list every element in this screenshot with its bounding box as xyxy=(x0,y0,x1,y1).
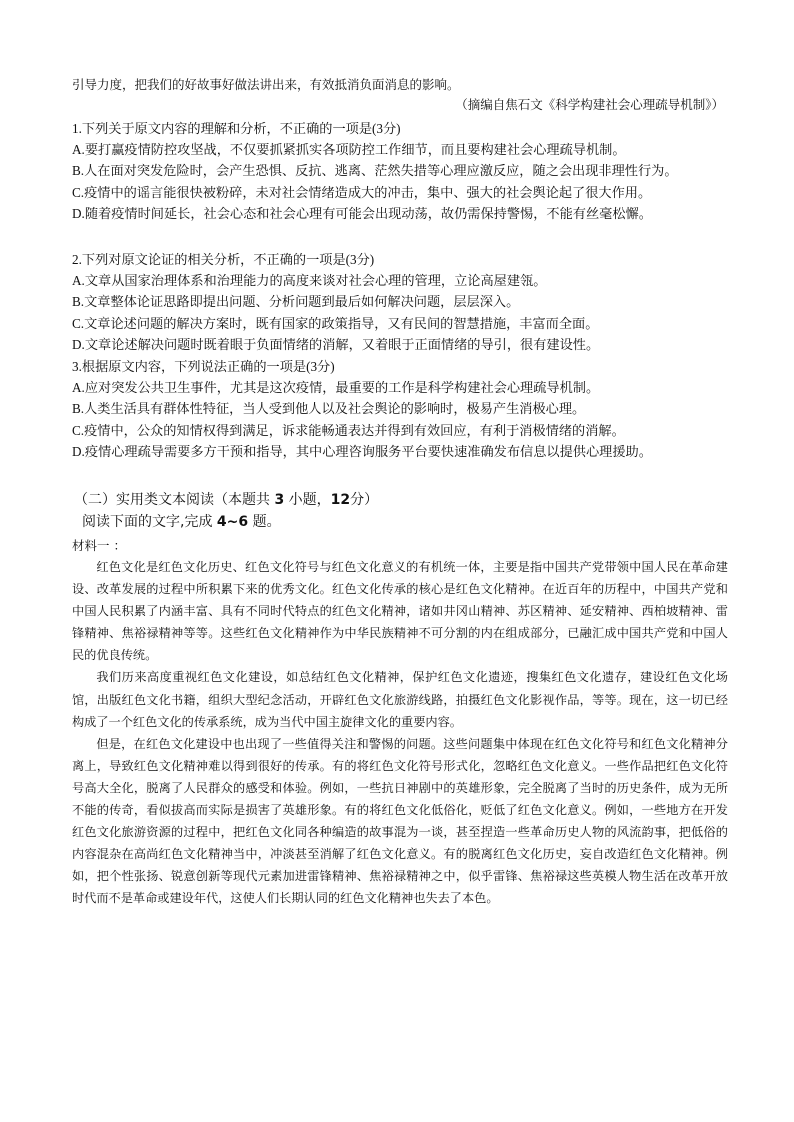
question-1 xyxy=(72,118,732,224)
paragraph: 红色文化是红色文化历史、红色文化符号与红色文化意义的有机统一体，主要是指中国共产党带领中国人民在革命建设、改革发展的过程中所积累下来的优秀文化。红色文化传承的核心是红色文化精神。在近百年的历程中，中国共产党和中国人民积累了内涵丰富、具有不同时代特点的红色文化精神，诸如井冈山精神、苏区精神、延安精神、西柏坡精神、雷锋精神、焦裕禄精神等等。这些红色文化精神作为中华民族精神不可分割的内在组成部分，已融汇成中国共产党和中国人民的优良传统。 xyxy=(72,560,728,663)
paragraph: 我们历来高度重视红色文化建设，如总结红色文化精神，保护红色文化遗迹，搜集红色文化遗存，建设红色文化场馆，出版红色文化书籍，组织大型纪念活动，开辟红色文化旅游线路，拍摄红色文化影视作品，等等。现在，这一切已经构成了一个红色文化的传承系统，成为当代中国主旋律文化的重要内容。 xyxy=(72,670,728,729)
option-b: B.人类生活具有群体性特征，当人受到他人以及社会舆论的影响时，极易产生消极心理。 xyxy=(72,401,586,417)
question-stem: 1.下列关于原文内容的理解和分析，不正确的一项是(3分) xyxy=(72,121,401,136)
section-title: （二）实用类文本阅读（本题共 3 小题，12分） xyxy=(74,492,379,508)
option-d: D.疫情心理疏导需要多方干预和指导，其中心理咨询服务平台要快速准确发布信息以提供心理援助。 xyxy=(72,443,652,459)
option-b: B.文章整体论证思路即提出问题、分析问题到最后如何解决问题，层层深入。 xyxy=(72,294,520,310)
option-c: C.疫情中的谣言能很快被粉碎，未对社会情绪造成大的冲击，集中、强大的社会舆论起了很大作用。 xyxy=(72,184,652,200)
option-a: A.要打赢疫情防控攻坚战，不仅要抓紧抓实各项防控工作细节，而且要构建社会心理疏导机制。 xyxy=(72,142,626,158)
question-stem: 2.下列对原文论证的相关分析，不正确的一项是(3分) xyxy=(72,252,375,267)
option-c: C.疫情中，公众的知情权得到满足，诉求能畅通表达并得到有效回应，有利于消极情绪的消解。 xyxy=(72,422,625,438)
option-b: B.人在面对突发危险时，会产生恐惧、反抗、逃离、茫然失措等心理应激反应，随之会出现非理性行为。 xyxy=(72,163,678,179)
previous-passage-ending: 引导力度，把我们的好故事好做法讲出来，有效抵消负面消息的影响。 xyxy=(72,77,460,92)
option-a: A.文章从国家治理体系和治理能力的高度来谈对社会心理的管理，立论高屋建瓴。 xyxy=(72,273,547,289)
option-c: C.文章论述问题的解决方案时，既有国家的政策指导，又有民间的智慧措施，丰富而全面。 xyxy=(72,315,599,331)
question-stem: 3.根据原文内容，下列说法正确的一项是(3分) xyxy=(72,359,335,374)
material-one-text xyxy=(72,556,728,910)
passage-source: （摘编自焦石文《科学构建社会心理疏导机制》） xyxy=(455,97,724,112)
section-instruction: 阅读下面的文字,完成 4~6 题。 xyxy=(82,514,281,530)
option-d: D.随着疫情时间延长，社会心态和社会心理有可能会出现动荡，故仍需保持警惕，不能有丝毫松懈。 xyxy=(72,205,652,221)
option-d: D.文章论述解决问题时既着眼于负面情绪的消解，又着眼于正面情绪的导引，很有建设性。 xyxy=(72,336,600,352)
paragraph: 但是，在红色文化建设中也出现了一些值得关注和警惕的问题。这些问题集中体现在红色文化符号和红色文化精神分离上，导致红色文化精神难以得到很好的传承。有的将红色文化符号形式化，忽略红色文化意义。一些作品把红色文化符号高大全化，脱离了人民群众的感受和体验。例如，一些抗日神剧中的英雄形象，完全脱离了当时的历史条件，成为无所不能的传奇，看似拔高而实际是损害了英雄形象。有的将红色文化低俗化，贬低了红色文化意义。例如，一些地方在开发红色文化旅游资源的过程中，把红色文化同各种编造的故事混为一谈，甚至捏造一些革命历史人物的风流韵事，把低俗的内容混杂在高尚红色文化精神当中，冲淡甚至消解了红色文化意义。有的脱离红色文化历史，妄自改造红色文化精神。例如，把个性张扬、锐意创新等现代元素加进雷锋精神、焦裕禄精神之中，似乎雷锋、焦裕禄这些英模人物生活在改革开放时代而不是革命或建设年代，这使人们长期认同的红色文化精神也失去了本色。 xyxy=(72,736,728,906)
question-2 xyxy=(72,249,732,355)
material-label: 材料一 ： xyxy=(72,538,126,553)
question-3 xyxy=(72,356,732,462)
option-a: A.应对突发公共卫生事件，尤其是这次疫情，最重要的工作是科学构建社会心理疏导机制。 xyxy=(72,380,600,396)
